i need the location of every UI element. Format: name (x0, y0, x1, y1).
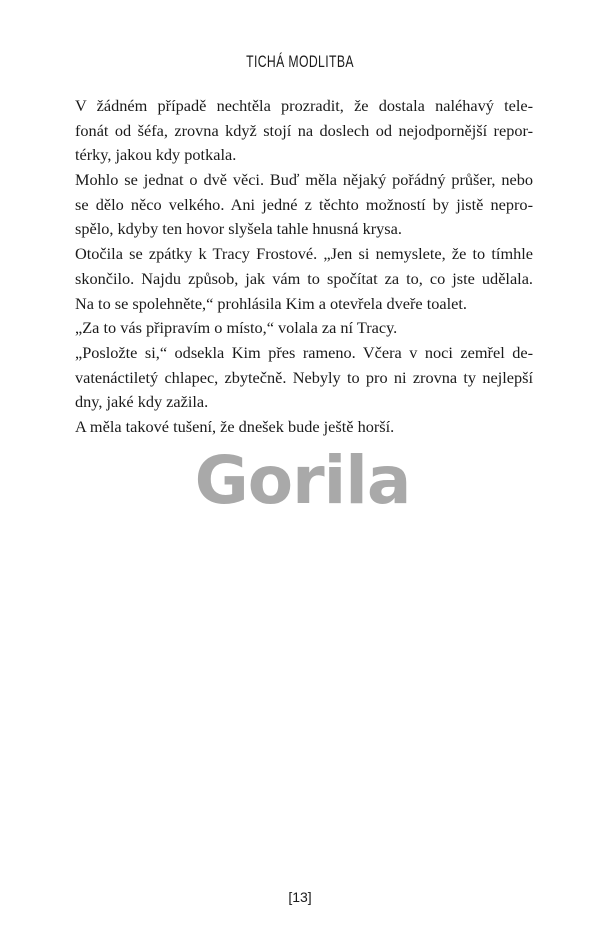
text-line: „Posložte si,“ odsekla Kim přes rameno. Včera v noci zemřel de- (75, 342, 533, 362)
page-number: [13] (288, 889, 312, 905)
text-line: Mohlo se jednat o dvě věci. Buď měla nějaký pořádný průšer, nebo (75, 170, 533, 190)
text-line: A měla takové tušení, že dnešek bude ještě horší. (75, 416, 395, 436)
running-head: TICHÁ MODLITBA (246, 52, 354, 71)
text-line: fonát od šéfa, zrovna když stojí na doslech od nejodpornější repor- (75, 120, 533, 140)
text-line: V žádném případě nechtěla prozradit, že dostala naléhavý tele- (75, 96, 533, 115)
text-line: Na to se spolehněte,“ prohlásila Kim a otevřela dveře toalet. (75, 293, 467, 313)
text-line: spělo, kdyby ten hovor slyšela tahle hnusná krysa. (75, 219, 402, 239)
text-line: vatenáctiletý chlapec, zbytečně. Nebyly to pro ni zrovna ty nejlepší (75, 367, 533, 387)
text-line: térky, jakou kdy potkala. (75, 145, 237, 165)
body-text (75, 94, 533, 440)
text-line: se dělo něco velkého. Ani jedné z těchto možností by jistě nepro- (75, 194, 533, 214)
text-line: skončilo. Najdu způsob, jak vám to spočítat za to, co jste udělala. (75, 268, 533, 288)
text-line: „Za to vás připravím o místo,“ volala za ní Tracy. (75, 318, 398, 338)
text-line: Otočila se zpátky k Tracy Frostové. „Jen si nemyslete, že to tímhle (75, 244, 533, 264)
text-line: dny, jaké kdy zažila. (75, 392, 209, 412)
watermark-logo: Gorila (194, 441, 411, 519)
